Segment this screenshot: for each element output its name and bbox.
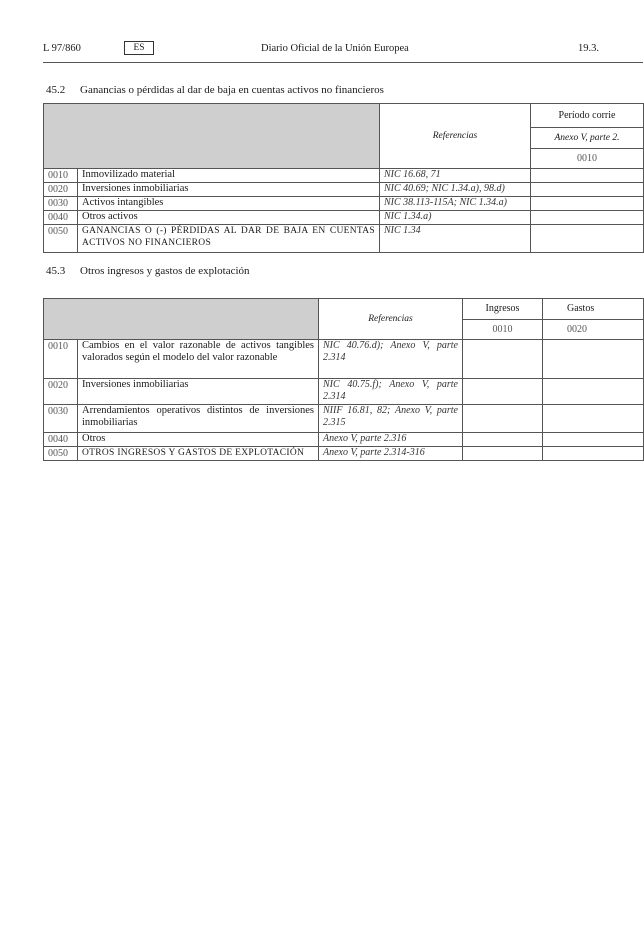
table-row xyxy=(44,225,644,253)
row-code: 0040 xyxy=(44,433,78,447)
page-reference: L 97/860 xyxy=(43,43,81,54)
row-code: 0030 xyxy=(44,405,78,433)
row-reference: NIC 1.34 xyxy=(380,225,531,253)
data-cell xyxy=(543,340,644,379)
section-45-2-title xyxy=(46,84,384,96)
row-label: Inversiones inmobiliarias xyxy=(78,183,380,197)
column-header-references: Referencias xyxy=(380,104,531,169)
row-reference: NIC 38.113-115A; NIC 1.34.a) xyxy=(380,197,531,211)
row-reference: NIC 16.68, 71 xyxy=(380,169,531,183)
row-label: Inmovilizado material xyxy=(78,169,380,183)
row-label: Arrendamientos operativos distintos de inversiones inmobiliarias xyxy=(78,405,319,433)
table-row xyxy=(44,197,644,211)
data-cell xyxy=(543,379,644,405)
column-code: 0010 xyxy=(531,149,644,169)
section-number: 45.3 xyxy=(46,265,66,277)
section-title-text: Otros ingresos y gastos de explotación xyxy=(80,265,250,277)
header-divider xyxy=(43,62,643,63)
row-label: Activos intangibles xyxy=(78,197,380,211)
row-code: 0020 xyxy=(44,183,78,197)
table-row xyxy=(44,447,644,461)
table-row xyxy=(44,379,644,405)
row-code: 0010 xyxy=(44,169,78,183)
row-reference: Anexo V, parte 2.314-316 xyxy=(319,447,463,461)
row-code: 0050 xyxy=(44,225,78,253)
language-badge: ES xyxy=(124,41,154,55)
row-label: Inversiones inmobiliarias xyxy=(78,379,319,405)
row-label: Otros activos xyxy=(78,211,380,225)
section-title-text: Ganancias o pérdidas al dar de baja en cuentas activos no financieros xyxy=(80,84,384,96)
row-label: Cambios en el valor razonable de activos tangibles valorados según el modelo del valor razonable xyxy=(78,340,319,379)
data-cell xyxy=(531,225,644,253)
row-code: 0040 xyxy=(44,211,78,225)
row-reference: NIC 1.34.a) xyxy=(380,211,531,225)
row-label: GANANCIAS O (-) PÉRDIDAS AL DAR DE BAJA EN CUENTAS ACTIVOS NO FINANCIEROS xyxy=(78,225,380,253)
row-code: 0010 xyxy=(44,340,78,379)
section-45-3-title xyxy=(46,265,250,277)
data-cell xyxy=(543,447,644,461)
column-header-income: Ingresos xyxy=(463,299,543,320)
row-reference: NIC 40.75.f); Anexo V, parte 2.314 xyxy=(319,379,463,405)
table-row xyxy=(44,169,644,183)
table-header-blank xyxy=(44,299,319,340)
table-row xyxy=(44,211,644,225)
data-cell xyxy=(531,211,644,225)
table-row xyxy=(44,340,644,379)
table-row xyxy=(44,405,644,433)
table-row xyxy=(44,183,644,197)
data-cell xyxy=(531,169,644,183)
column-header-period-reference: Anexo V, parte 2. xyxy=(531,128,644,149)
row-label: Otros xyxy=(78,433,319,447)
column-header-references: Referencias xyxy=(319,299,463,340)
column-header-period: Período corrie xyxy=(531,104,644,128)
data-cell xyxy=(463,379,543,405)
row-reference: NIC 40.69; NIC 1.34.a), 98.d) xyxy=(380,183,531,197)
row-code: 0050 xyxy=(44,447,78,461)
data-cell xyxy=(463,405,543,433)
table-45-3 xyxy=(43,298,644,461)
row-label: OTROS INGRESOS Y GASTOS DE EXPLOTACIÓN xyxy=(78,447,319,461)
data-cell xyxy=(463,433,543,447)
data-cell xyxy=(531,183,644,197)
data-cell xyxy=(463,447,543,461)
table-row xyxy=(44,433,644,447)
column-code: 0020 xyxy=(543,320,644,340)
row-reference: NIIF 16.81, 82; Anexo V, parte 2.315 xyxy=(319,405,463,433)
page-header xyxy=(43,40,643,60)
data-cell xyxy=(543,405,644,433)
journal-title: Diario Oficial de la Unión Europea xyxy=(261,43,409,54)
row-code: 0030 xyxy=(44,197,78,211)
row-code: 0020 xyxy=(44,379,78,405)
row-reference: Anexo V, parte 2.316 xyxy=(319,433,463,447)
data-cell xyxy=(463,340,543,379)
table-header-blank xyxy=(44,104,380,169)
publication-date: 19.3. xyxy=(578,43,599,54)
section-number: 45.2 xyxy=(46,84,66,96)
data-cell xyxy=(531,197,644,211)
data-cell xyxy=(543,433,644,447)
column-code: 0010 xyxy=(463,320,543,340)
column-header-expenses: Gastos xyxy=(543,299,644,320)
table-45-2 xyxy=(43,103,644,253)
row-reference: NIC 40.76.d); Anexo V, parte 2.314 xyxy=(319,340,463,379)
